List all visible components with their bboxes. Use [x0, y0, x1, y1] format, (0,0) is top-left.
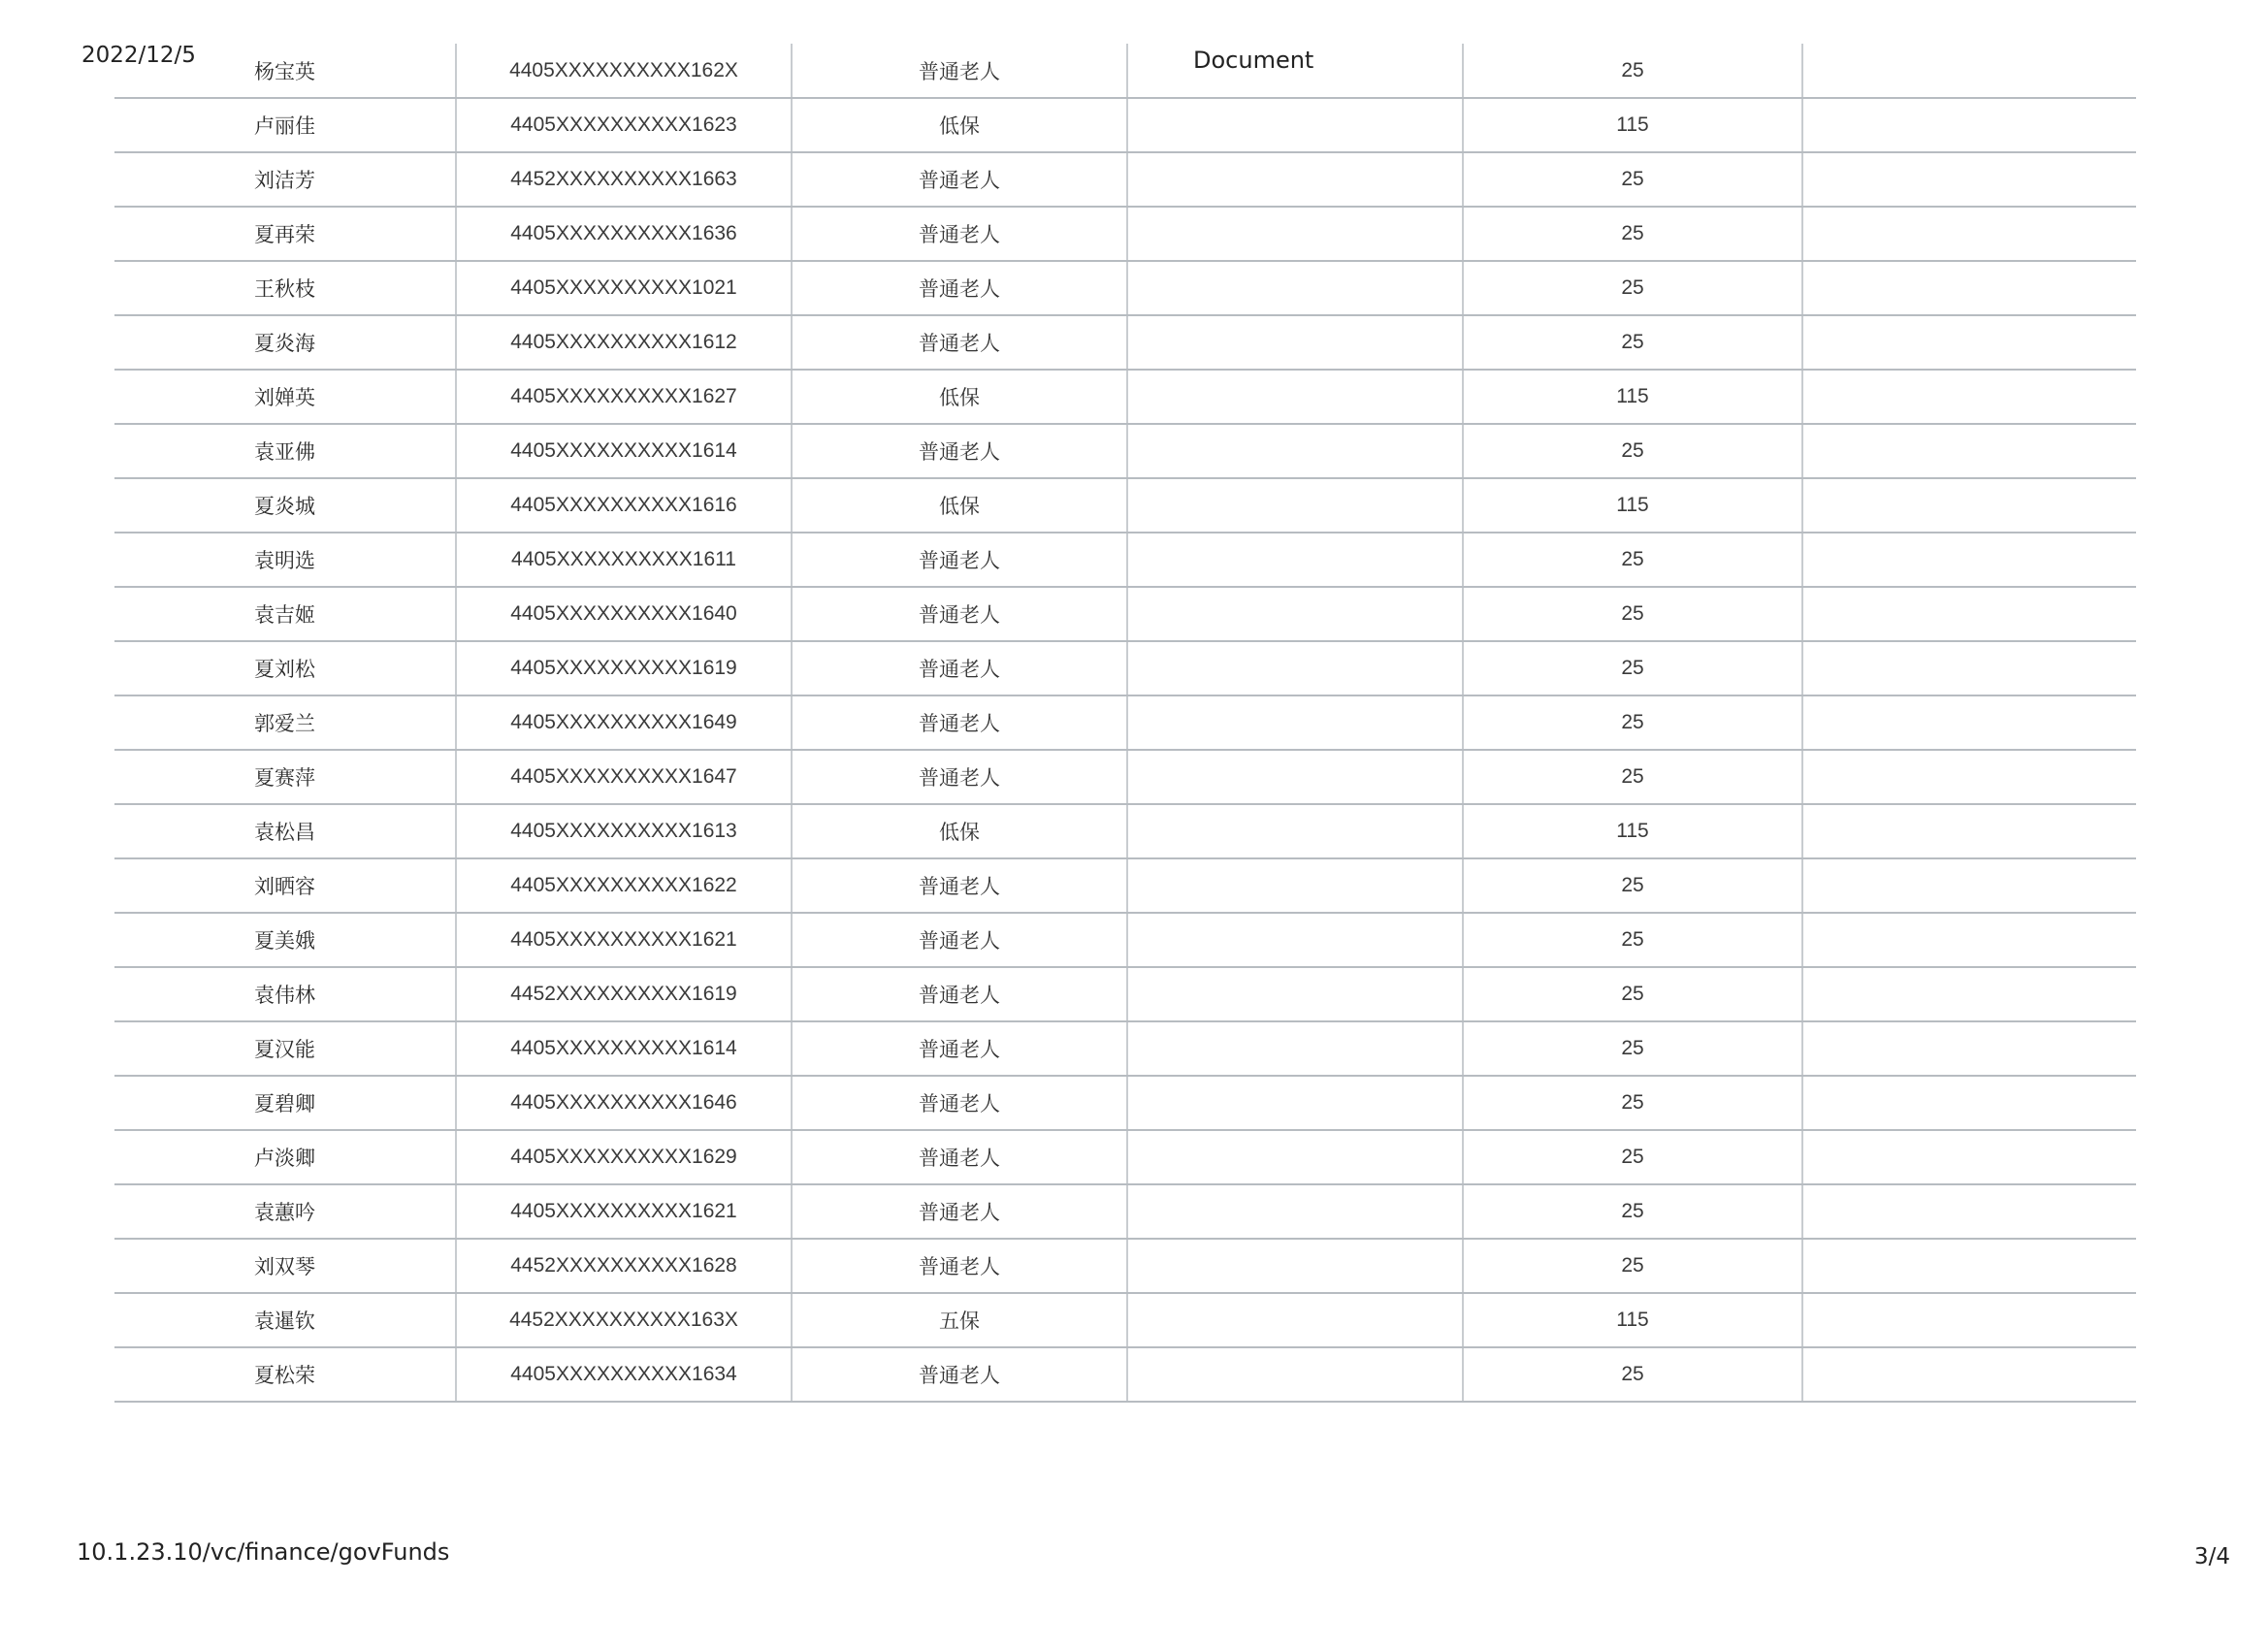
table-row	[114, 98, 2136, 152]
cell-name: 袁亚佛	[114, 424, 456, 478]
cell-empty	[1127, 424, 1463, 478]
cell-empty	[1127, 1239, 1463, 1293]
cell-empty	[1127, 533, 1463, 587]
cell-remark	[1802, 750, 2136, 804]
cell-name: 袁蕙吟	[114, 1184, 456, 1239]
cell-empty	[1127, 1021, 1463, 1076]
page-number: 3/4	[2194, 1544, 2231, 1569]
fund-table	[114, 44, 2136, 1403]
cell-id-number: 4452XXXXXXXXXX1619	[456, 967, 792, 1021]
cell-id-number: 4452XXXXXXXXXX163X	[456, 1293, 792, 1347]
cell-category: 普通老人	[792, 1239, 1127, 1293]
cell-amount: 25	[1463, 858, 1802, 913]
table-row	[114, 370, 2136, 424]
table-row	[114, 858, 2136, 913]
cell-amount: 25	[1463, 750, 1802, 804]
cell-empty	[1127, 750, 1463, 804]
cell-id-number: 4452XXXXXXXXXX1628	[456, 1239, 792, 1293]
cell-name: 袁暹钦	[114, 1293, 456, 1347]
cell-category: 低保	[792, 478, 1127, 533]
table-row	[114, 1076, 2136, 1130]
table-row	[114, 967, 2136, 1021]
cell-id-number: 4405XXXXXXXXXX1611	[456, 533, 792, 587]
cell-category: 普通老人	[792, 750, 1127, 804]
table-row	[114, 1130, 2136, 1184]
cell-remark	[1802, 1293, 2136, 1347]
cell-empty	[1127, 804, 1463, 858]
cell-id-number: 4405XXXXXXXXXX1021	[456, 261, 792, 315]
table-row	[114, 478, 2136, 533]
cell-empty	[1127, 913, 1463, 967]
cell-amount: 25	[1463, 1076, 1802, 1130]
cell-remark	[1802, 424, 2136, 478]
cell-empty	[1127, 315, 1463, 370]
cell-empty	[1127, 152, 1463, 207]
table-row	[114, 804, 2136, 858]
cell-category: 普通老人	[792, 152, 1127, 207]
cell-category: 普通老人	[792, 967, 1127, 1021]
cell-id-number: 4405XXXXXXXXXX1616	[456, 478, 792, 533]
table-row	[114, 44, 2136, 98]
cell-name: 卢丽佳	[114, 98, 456, 152]
table-row	[114, 533, 2136, 587]
cell-category: 普通老人	[792, 1130, 1127, 1184]
cell-name: 夏再荣	[114, 207, 456, 261]
table-row	[114, 1347, 2136, 1402]
cell-name: 袁伟林	[114, 967, 456, 1021]
cell-empty	[1127, 587, 1463, 641]
cell-amount: 115	[1463, 804, 1802, 858]
cell-name: 刘婵英	[114, 370, 456, 424]
cell-category: 普通老人	[792, 315, 1127, 370]
cell-remark	[1802, 152, 2136, 207]
cell-category: 普通老人	[792, 858, 1127, 913]
cell-category: 普通老人	[792, 641, 1127, 695]
cell-id-number: 4405XXXXXXXXXX1649	[456, 695, 792, 750]
cell-remark	[1802, 261, 2136, 315]
cell-name: 卢淡卿	[114, 1130, 456, 1184]
cell-amount: 25	[1463, 1184, 1802, 1239]
cell-name: 刘晒容	[114, 858, 456, 913]
cell-remark	[1802, 1184, 2136, 1239]
cell-id-number: 4405XXXXXXXXXX1613	[456, 804, 792, 858]
table-row	[114, 1184, 2136, 1239]
cell-amount: 115	[1463, 478, 1802, 533]
cell-amount: 115	[1463, 98, 1802, 152]
table-row	[114, 641, 2136, 695]
cell-category: 普通老人	[792, 587, 1127, 641]
cell-id-number: 4405XXXXXXXXXX1621	[456, 1184, 792, 1239]
table-row	[114, 587, 2136, 641]
page-url: 10.1.23.10/vc/finance/govFunds	[77, 1538, 450, 1566]
cell-empty	[1127, 858, 1463, 913]
cell-remark	[1802, 804, 2136, 858]
cell-name: 刘双琴	[114, 1239, 456, 1293]
table-row	[114, 1293, 2136, 1347]
cell-id-number: 4405XXXXXXXXXX1614	[456, 424, 792, 478]
cell-name: 夏碧卿	[114, 1076, 456, 1130]
cell-amount: 115	[1463, 1293, 1802, 1347]
cell-empty	[1127, 98, 1463, 152]
cell-amount: 25	[1463, 315, 1802, 370]
cell-amount: 25	[1463, 1239, 1802, 1293]
cell-name: 刘洁芳	[114, 152, 456, 207]
cell-name: 袁松昌	[114, 804, 456, 858]
cell-id-number: 4405XXXXXXXXXX1614	[456, 1021, 792, 1076]
cell-empty	[1127, 44, 1463, 98]
cell-empty	[1127, 478, 1463, 533]
cell-empty	[1127, 1184, 1463, 1239]
cell-category: 普通老人	[792, 44, 1127, 98]
cell-id-number: 4405XXXXXXXXXX1622	[456, 858, 792, 913]
cell-empty	[1127, 641, 1463, 695]
cell-category: 低保	[792, 370, 1127, 424]
cell-amount: 25	[1463, 533, 1802, 587]
cell-id-number: 4405XXXXXXXXXX1634	[456, 1347, 792, 1402]
table-row	[114, 424, 2136, 478]
table-row	[114, 1239, 2136, 1293]
cell-name: 夏汉能	[114, 1021, 456, 1076]
cell-amount: 25	[1463, 1347, 1802, 1402]
cell-name: 袁吉姬	[114, 587, 456, 641]
cell-id-number: 4405XXXXXXXXXX1640	[456, 587, 792, 641]
cell-empty	[1127, 1347, 1463, 1402]
cell-id-number: 4405XXXXXXXXXX1636	[456, 207, 792, 261]
table-row	[114, 315, 2136, 370]
cell-category: 五保	[792, 1293, 1127, 1347]
cell-remark	[1802, 967, 2136, 1021]
cell-remark	[1802, 913, 2136, 967]
cell-category: 普通老人	[792, 533, 1127, 587]
print-date: 2022/12/5	[81, 43, 196, 68]
cell-category: 低保	[792, 804, 1127, 858]
cell-amount: 25	[1463, 44, 1802, 98]
cell-id-number: 4405XXXXXXXXXX1612	[456, 315, 792, 370]
cell-amount: 25	[1463, 967, 1802, 1021]
cell-remark	[1802, 641, 2136, 695]
table-row	[114, 750, 2136, 804]
cell-name: 夏炎城	[114, 478, 456, 533]
table-row	[114, 1021, 2136, 1076]
cell-amount: 25	[1463, 695, 1802, 750]
cell-id-number: 4405XXXXXXXXXX1647	[456, 750, 792, 804]
cell-remark	[1802, 315, 2136, 370]
table-row	[114, 695, 2136, 750]
cell-amount: 25	[1463, 1021, 1802, 1076]
cell-remark	[1802, 44, 2136, 98]
cell-name: 夏美娥	[114, 913, 456, 967]
cell-amount: 25	[1463, 424, 1802, 478]
cell-remark	[1802, 533, 2136, 587]
cell-remark	[1802, 207, 2136, 261]
cell-name: 夏松荣	[114, 1347, 456, 1402]
cell-name: 夏赛萍	[114, 750, 456, 804]
cell-amount: 25	[1463, 641, 1802, 695]
cell-name: 夏刘松	[114, 641, 456, 695]
table-row	[114, 207, 2136, 261]
cell-name: 王秋枝	[114, 261, 456, 315]
cell-remark	[1802, 587, 2136, 641]
cell-id-number: 4405XXXXXXXXXX1646	[456, 1076, 792, 1130]
cell-amount: 25	[1463, 261, 1802, 315]
cell-category: 低保	[792, 98, 1127, 152]
cell-category: 普通老人	[792, 1184, 1127, 1239]
cell-amount: 115	[1463, 370, 1802, 424]
cell-name: 杨宝英	[114, 44, 456, 98]
cell-empty	[1127, 261, 1463, 315]
cell-amount: 25	[1463, 1130, 1802, 1184]
cell-id-number: 4405XXXXXXXXXX1619	[456, 641, 792, 695]
cell-remark	[1802, 1347, 2136, 1402]
cell-remark	[1802, 695, 2136, 750]
cell-remark	[1802, 370, 2136, 424]
cell-category: 普通老人	[792, 1076, 1127, 1130]
cell-category: 普通老人	[792, 1347, 1127, 1402]
table-row	[114, 261, 2136, 315]
cell-category: 普通老人	[792, 913, 1127, 967]
cell-empty	[1127, 207, 1463, 261]
cell-category: 普通老人	[792, 424, 1127, 478]
cell-remark	[1802, 1076, 2136, 1130]
cell-empty	[1127, 695, 1463, 750]
cell-empty	[1127, 1293, 1463, 1347]
cell-category: 普通老人	[792, 207, 1127, 261]
cell-remark	[1802, 1130, 2136, 1184]
cell-empty	[1127, 1076, 1463, 1130]
cell-name: 夏炎海	[114, 315, 456, 370]
cell-empty	[1127, 370, 1463, 424]
cell-remark	[1802, 98, 2136, 152]
cell-id-number: 4405XXXXXXXXXX1629	[456, 1130, 792, 1184]
cell-id-number: 4405XXXXXXXXXX162X	[456, 44, 792, 98]
table-row	[114, 152, 2136, 207]
cell-name: 袁明选	[114, 533, 456, 587]
cell-name: 郭爱兰	[114, 695, 456, 750]
cell-remark	[1802, 1239, 2136, 1293]
fund-table-body	[114, 44, 2136, 1402]
cell-id-number: 4405XXXXXXXXXX1623	[456, 98, 792, 152]
cell-amount: 25	[1463, 207, 1802, 261]
document-title: Document	[1193, 47, 1314, 74]
cell-id-number: 4405XXXXXXXXXX1621	[456, 913, 792, 967]
cell-category: 普通老人	[792, 695, 1127, 750]
cell-amount: 25	[1463, 587, 1802, 641]
cell-id-number: 4405XXXXXXXXXX1627	[456, 370, 792, 424]
cell-remark	[1802, 478, 2136, 533]
cell-amount: 25	[1463, 913, 1802, 967]
cell-id-number: 4452XXXXXXXXXX1663	[456, 152, 792, 207]
cell-remark	[1802, 1021, 2136, 1076]
cell-empty	[1127, 967, 1463, 1021]
cell-empty	[1127, 1130, 1463, 1184]
table-row	[114, 913, 2136, 967]
cell-remark	[1802, 858, 2136, 913]
cell-category: 普通老人	[792, 1021, 1127, 1076]
cell-category: 普通老人	[792, 261, 1127, 315]
cell-amount: 25	[1463, 152, 1802, 207]
